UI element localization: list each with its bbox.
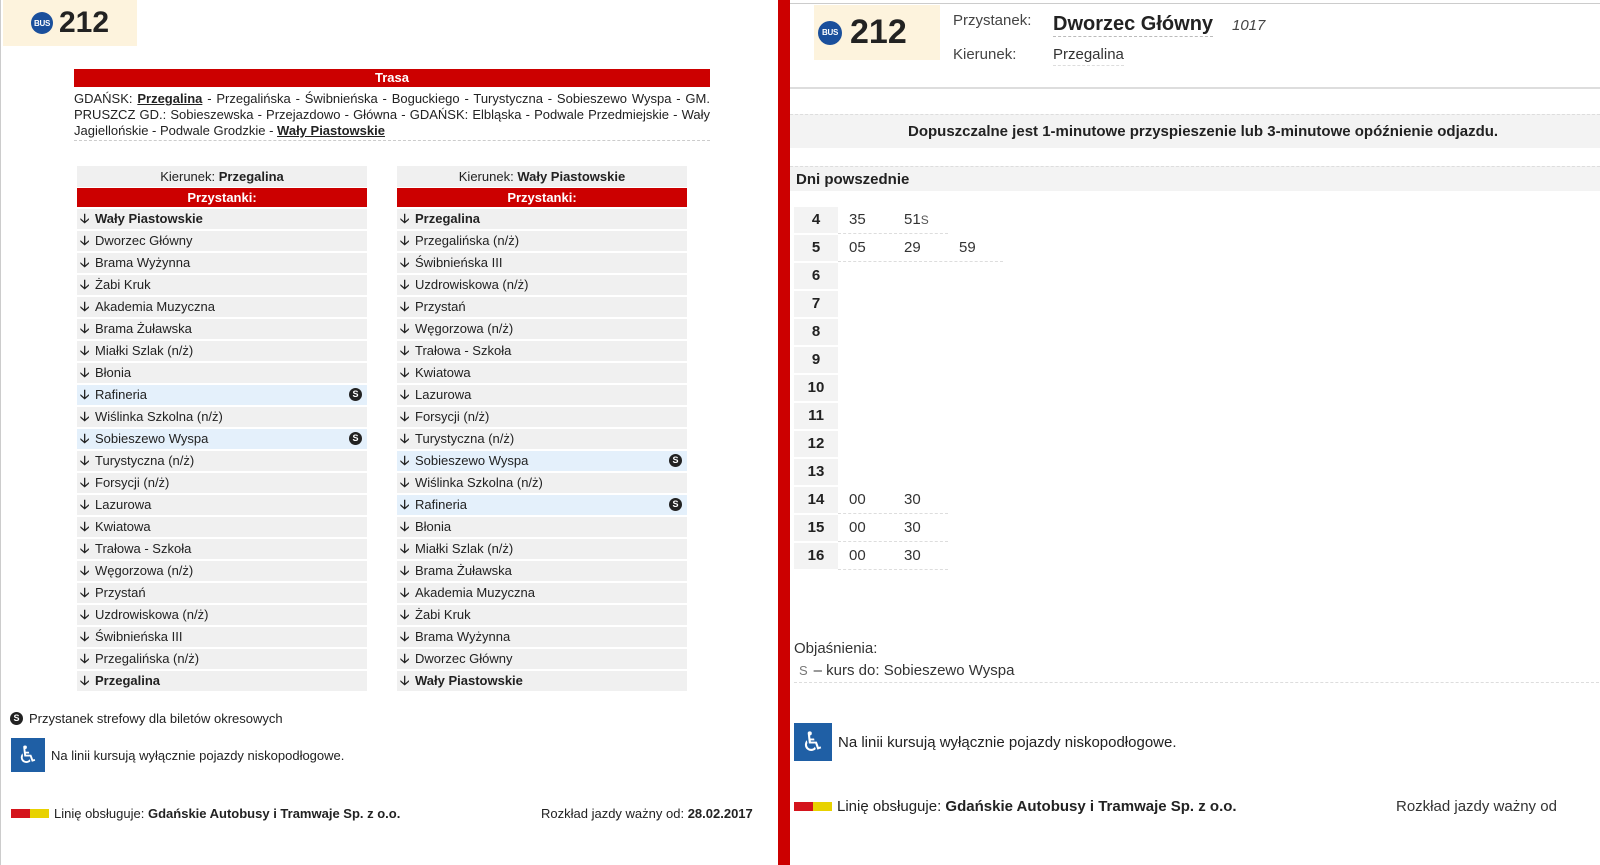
hour-row [794,234,1003,262]
minute-value: 30 [904,519,921,536]
minutes-list [838,207,948,234]
stop-item-wa-y-piastowskie[interactable] [397,671,687,691]
stop-name: Trałowa - Szkoła [95,541,192,556]
hour-cell: 5 [794,235,838,261]
arrow-down-icon: 🡣 [80,585,90,600]
stop-item-turystyczna-n-z[interactable] [397,429,687,449]
explanation-text: – kurs do: Sobieszewo Wyspa [813,662,1015,679]
arrow-down-icon: 🡣 [80,431,90,446]
arrow-down-icon: 🡣 [80,277,90,292]
hour-row [794,514,1003,542]
low-floor-note [11,738,344,772]
stop-name: Sobieszewo Wyspa [415,453,529,468]
bus-icon: BUS [31,12,53,34]
stop-item-uzdrowiskowa-n-z[interactable] [77,605,367,625]
stop-item-turystyczna-n-z[interactable] [77,451,367,471]
departure-minute[interactable] [948,239,1003,256]
stop-item-kwiatowa[interactable] [397,363,687,383]
route-overview-panel [0,0,779,865]
stop-name: Wiślinka Szkolna (n/ż) [415,475,543,490]
operator-info [11,806,400,821]
stop-name: Rafineria [415,497,468,512]
stop-name: Uzdrowiskowa (n/ż) [95,607,209,622]
direction-label-text: Kierunek: [458,169,514,184]
zone-stop-icon: S [349,432,362,445]
arrow-down-icon: 🡣 [80,233,90,248]
line-badge [3,0,137,46]
minutes-list [838,235,1003,262]
hour-cell: 15 [794,515,838,541]
arrow-down-icon: 🡣 [400,211,410,226]
hour-cell: 7 [794,291,838,317]
stop-item-akademia-muzyczna[interactable] [77,297,367,317]
arrow-down-icon: 🡣 [80,343,90,358]
hour-cell: 12 [794,431,838,457]
stop-name: Przystań [415,299,466,314]
arrow-down-icon: 🡣 [400,585,410,600]
hour-row [794,542,1003,570]
hour-cell: 11 [794,403,838,429]
direction-column-waly-piastowskie [397,166,687,691]
stop-item-dworzec-g-owny[interactable] [77,231,367,251]
minute-value: 59 [959,239,976,256]
departure-minute[interactable] [893,239,948,256]
stop-item-b-onia[interactable] [397,517,687,537]
zone-stop-icon: S [669,498,682,511]
stop-label: Przystanek: [953,12,1032,29]
validity-info [541,806,753,821]
stop-name: Błonia [95,365,132,380]
operator-logo-icon [794,802,832,811]
departure-minute[interactable] [838,519,893,536]
top-border [790,3,1600,4]
direction-name: Przegalina [1053,46,1124,66]
hour-cell: 6 [794,263,838,289]
direction-label-text: Kierunek: [160,169,216,184]
arrow-down-icon: 🡣 [80,211,90,226]
hour-row [794,206,1003,234]
zone-stop-icon: S [349,388,362,401]
stop-item-zabi-kruk[interactable] [77,275,367,295]
arrow-down-icon: 🡣 [80,541,90,556]
minute-value: 05 [849,239,866,256]
stop-name: Miałki Szlak (n/ż) [415,541,514,556]
hour-cell: 14 [794,487,838,513]
arrow-down-icon: 🡣 [400,453,410,468]
stop-item-akademia-muzyczna[interactable] [397,583,687,603]
stop-name: Dworzec Główny [95,233,193,248]
stop-item-wislinka-szkolna-n-z[interactable] [77,407,367,427]
route-start-link[interactable]: Przegalina [137,91,203,106]
arrow-down-icon: 🡣 [400,563,410,578]
hour-row [794,458,1003,486]
stop-name: Przegalina [95,673,161,688]
stop-item-lazurowa[interactable] [397,385,687,405]
stop-item-wegorzowa-n-z[interactable] [77,561,367,581]
operator-label: Linię obsługuje: [837,798,942,815]
stop-item-brama-zu-awska[interactable] [77,319,367,339]
arrow-down-icon: 🡣 [400,255,410,270]
departure-timetable [794,206,1003,570]
minute-value: 00 [849,519,866,536]
stop-name: Kwiatowa [415,365,471,380]
arrow-down-icon: 🡣 [400,365,410,380]
direction-label: Kierunek: [953,46,1017,63]
direction-label [397,166,687,187]
minute-value: 00 [849,547,866,564]
minute-value: 30 [904,491,921,508]
stop-name: Kwiatowa [95,519,151,534]
stop-item-forsycji-n-z[interactable] [397,407,687,427]
line-number: 212 [850,13,907,51]
stop-name: Żabi Kruk [95,277,151,292]
arrow-down-icon: 🡣 [400,651,410,666]
arrow-down-icon: 🡣 [400,409,410,424]
stop-name: Wały Piastowskie [95,211,203,226]
stop-name: Świbnieńska III [95,629,183,644]
arrow-down-icon: 🡣 [80,519,90,534]
wheelchair-icon: ♿ [11,738,45,772]
minute-value: 35 [849,211,866,228]
stop-name: Brama Wyżynna [415,629,511,644]
direction-column-przegalina [77,166,367,691]
day-type-header: Dni powszednie [790,166,1600,191]
stop-item-swibnienska-iii[interactable] [77,627,367,647]
hour-cell: 9 [794,347,838,373]
stop-item-rafineria[interactable] [397,495,687,515]
explanations-label: Objaśnienia: [794,640,878,657]
route-middle: - Przegalińska - Świbnieńska - Boguckiego - Turystyczna - Sobieszewo Wyspa - GM. PRUSZCZ GD.: Sobieszewska - Przejazdowo - Główna - GDAŃSK: Elbląska - Podwale Przedmiejskie - Wały Jagiellońskie - Podwale Grodzkie - [74,91,710,138]
stop-name: Forsycji (n/ż) [95,475,170,490]
operator-name: Gdańskie Autobusy i Tramwaje Sp. z o.o. [147,806,401,821]
minute-value: 00 [849,491,866,508]
minutes-list [838,515,948,542]
stop-item-mia-ki-szlak-n-z[interactable] [397,539,687,559]
stop-item-przegalina[interactable] [77,671,367,691]
stop-item-lazurowa[interactable] [77,495,367,515]
route-end-link[interactable]: Wały Piastowskie [277,123,385,138]
hour-row [794,402,1003,430]
arrow-down-icon: 🡣 [400,541,410,556]
departure-minute[interactable] [893,547,948,564]
validity-label-cut: Rozkład jazdy ważny od [1396,798,1557,815]
separator [790,87,1600,89]
arrow-down-icon: 🡣 [80,453,90,468]
stop-name: Turystyczna (n/ż) [95,453,195,468]
arrow-down-icon: 🡣 [80,409,90,424]
arrow-down-icon: 🡣 [80,629,90,644]
arrow-down-icon: 🡣 [80,607,90,622]
bus-icon: BUS [818,21,842,45]
stop-name: Przegalińska (n/ż) [95,651,200,666]
stop-name: Brama Wyżynna [95,255,191,270]
stop-name: Sobieszewo Wyspa [95,431,209,446]
hour-row [794,290,1003,318]
departure-minute[interactable] [893,211,948,228]
zone-note-text: Przystanek strefowy dla biletów okresowych [29,711,283,726]
hour-cell: 16 [794,543,838,569]
stop-item-przegalina[interactable] [397,209,687,229]
stop-name: Rafineria [95,387,148,402]
stop-item-tra-owa-szko-a[interactable] [77,539,367,559]
stop-item-przystan[interactable] [397,297,687,317]
stop-name: Lazurowa [415,387,472,402]
stop-item-forsycji-n-z[interactable] [77,473,367,493]
arrow-down-icon: 🡣 [80,651,90,666]
stop-item-przystan[interactable] [77,583,367,603]
wheelchair-icon: ♿ [794,723,832,761]
stop-item-sobieszewo-wyspa[interactable] [77,429,367,449]
minute-value: 30 [904,547,921,564]
line-badge-right [814,5,940,60]
explanation-symbol: S [799,663,808,678]
stop-item-mia-ki-szlak-n-z[interactable] [77,341,367,361]
tolerance-note: Dopuszczalne jest 1-minutowe przyspieszenie lub 3-minutowe opóźnienie odjazdu. [790,114,1600,148]
arrow-down-icon: 🡣 [400,299,410,314]
stop-item-kwiatowa[interactable] [77,517,367,537]
stop-name: Forsycji (n/ż) [415,409,490,424]
low-floor-text: Na linii kursują wyłącznie pojazdy niskopodłogowe. [838,733,1177,751]
stop-name: Turystyczna (n/ż) [415,431,515,446]
hour-cell: 10 [794,375,838,401]
stop-name: Miałki Szlak (n/ż) [95,343,194,358]
direction-name: Przegalina [218,169,284,184]
arrow-down-icon: 🡣 [400,629,410,644]
arrow-down-icon: 🡣 [400,277,410,292]
operator-logo-icon [11,809,49,818]
stop-item-wa-y-piastowskie[interactable] [77,209,367,229]
stop-name: Dworzec Główny [1053,13,1214,35]
departure-minute[interactable] [893,491,948,508]
stop-item-rafineria[interactable] [77,385,367,405]
stop-item-wegorzowa-n-z[interactable] [397,319,687,339]
hour-cell: 4 [794,207,838,233]
arrow-down-icon: 🡣 [400,475,410,490]
route-box [74,69,710,141]
minute-value: 51 [904,211,921,228]
minutes-list [838,543,948,570]
arrow-down-icon: 🡣 [400,233,410,248]
departure-minute[interactable] [838,491,893,508]
stop-item-swibnienska-iii[interactable] [397,253,687,273]
minutes-list [838,487,948,514]
stop-name: Lazurowa [95,497,152,512]
zone-note [10,711,283,726]
stop-item-przegalinska-n-z[interactable] [77,649,367,669]
route-description [74,87,710,141]
arrow-down-icon: 🡣 [80,563,90,578]
arrow-down-icon: 🡣 [400,607,410,622]
stop-item-brama-wyzynna[interactable] [397,627,687,647]
validity-label: Rozkład jazdy ważny od: [541,806,685,821]
departure-minute[interactable] [838,547,893,564]
hour-cell: 8 [794,319,838,345]
departure-minute[interactable] [838,239,893,256]
panel-divider [778,0,790,865]
low-floor-note [794,723,1177,761]
stop-item-brama-zu-awska[interactable] [397,561,687,581]
stop-item-wislinka-szkolna-n-z[interactable] [397,473,687,493]
minute-symbol: S [920,213,929,227]
stop-name: Brama Żuławska [95,321,192,336]
stop-name: Brama Żuławska [415,563,512,578]
stop-item-przegalinska-n-z[interactable] [397,231,687,251]
stop-name: Węgorzowa (n/ż) [415,321,514,336]
hour-cell: 13 [794,459,838,485]
arrow-down-icon: 🡣 [400,497,410,512]
arrow-down-icon: 🡣 [80,365,90,380]
stop-code: 1017 [1232,17,1266,34]
validity-date: 28.02.2017 [687,806,753,821]
hour-row [794,262,1003,290]
route-header: Trasa [74,69,710,87]
arrow-down-icon: 🡣 [400,321,410,336]
hour-row [794,346,1003,374]
stop-name: Węgorzowa (n/ż) [95,563,194,578]
hour-row [794,486,1003,514]
hour-row [794,430,1003,458]
hour-row [794,318,1003,346]
arrow-down-icon: 🡣 [400,387,410,402]
low-floor-text: Na linii kursują wyłącznie pojazdy niskopodłogowe. [51,747,345,763]
stop-name: Dworzec Główny [415,651,513,666]
departure-minute[interactable] [893,519,948,536]
arrow-down-icon: 🡣 [80,387,90,402]
stop-item-dworzec-g-owny[interactable] [397,649,687,669]
stop-item-tra-owa-szko-a[interactable] [397,341,687,361]
stop-name: Przystań [95,585,146,600]
stop-name: Wały Piastowskie [415,673,523,688]
stop-item-brama-wyzynna[interactable] [77,253,367,273]
direction-name: Wały Piastowskie [517,169,626,184]
arrow-down-icon: 🡣 [80,673,90,688]
direction-label [77,166,367,187]
hour-row [794,374,1003,402]
stop-item-zabi-kruk[interactable] [397,605,687,625]
stop-name: Przegalina [415,211,481,226]
operator-info [794,798,1237,815]
arrow-down-icon: 🡣 [400,519,410,534]
explanation-item [794,662,1600,683]
zone-stop-icon: S [10,712,23,725]
arrow-down-icon: 🡣 [80,475,90,490]
route-city-prefix: GDAŃSK: [74,91,133,106]
arrow-down-icon: 🡣 [400,343,410,358]
stop-name: Żabi Kruk [415,607,471,622]
stop-timetable-panel [790,0,1600,865]
stop-item-uzdrowiskowa-n-z[interactable] [397,275,687,295]
stop-name: Akademia Muzyczna [415,585,535,600]
arrow-down-icon: 🡣 [80,321,90,336]
stop-name: Uzdrowiskowa (n/ż) [415,277,529,292]
departure-minute[interactable] [838,211,893,228]
operator-label: Linię obsługuje: [54,806,145,821]
stops-header: Przystanki: [77,188,367,207]
operator-name: Gdańskie Autobusy i Tramwaje Sp. z o.o. [945,798,1237,815]
zone-stop-icon: S [669,454,682,467]
stop-item-sobieszewo-wyspa[interactable] [397,451,687,471]
arrow-down-icon: 🡣 [80,299,90,314]
stops-header: Przystanki: [397,188,687,207]
stop-name: Trałowa - Szkoła [415,343,512,358]
arrow-down-icon: 🡣 [80,255,90,270]
stop-name: Świbnieńska III [415,255,503,270]
arrow-down-icon: 🡣 [80,497,90,512]
stop-name: Akademia Muzyczna [95,299,215,314]
minute-value: 29 [904,239,921,256]
stop-name: Wiślinka Szkolna (n/ż) [95,409,223,424]
arrow-down-icon: 🡣 [400,673,410,688]
arrow-down-icon: 🡣 [400,431,410,446]
stop-name: Przegalińska (n/ż) [415,233,520,248]
stop-name: Błonia [415,519,452,534]
stop-item-b-onia[interactable] [77,363,367,383]
line-number: 212 [59,6,110,39]
